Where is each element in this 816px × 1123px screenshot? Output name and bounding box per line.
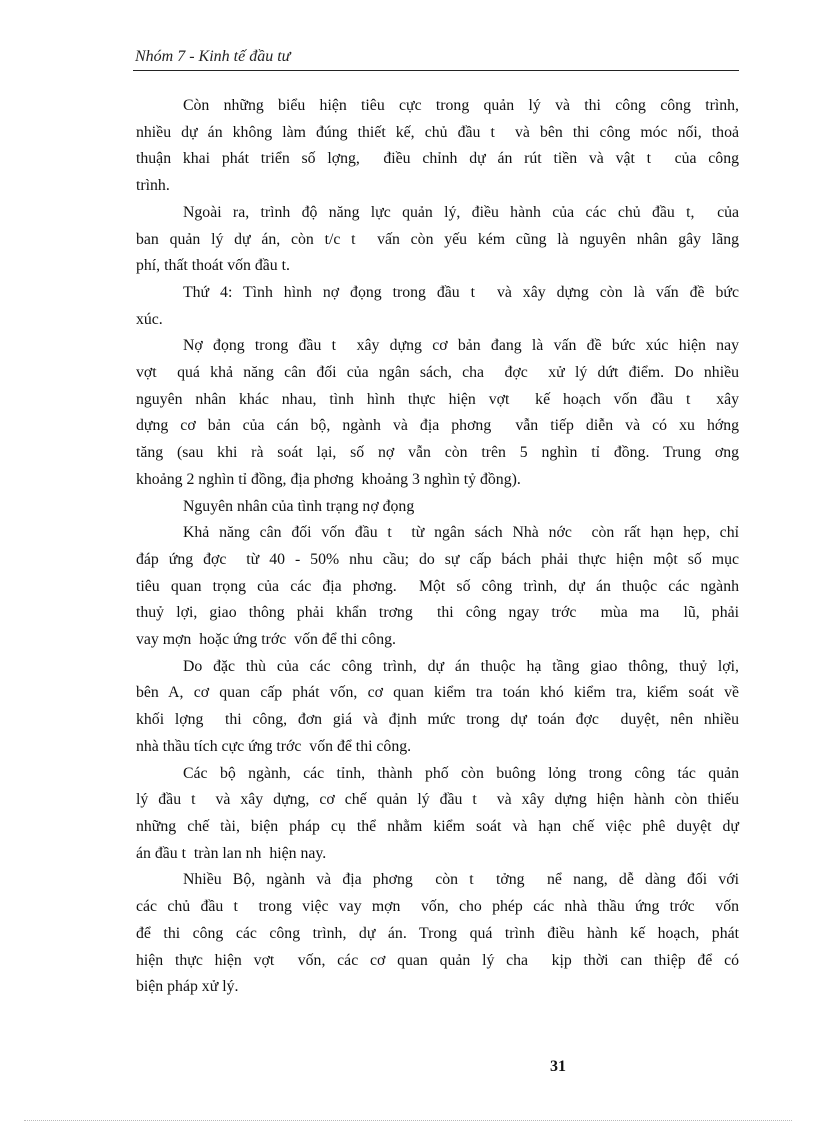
paragraph-line: vợt quá khả năng cân đối của ngân sách, cha đợc xử lý dứt điểm. Do nhiều (136, 364, 739, 382)
paragraph (136, 200, 739, 280)
paragraph-line: nhiều dự án không làm đúng thiết kế, chủ đầu t và bên thi công móc nối, thoả (136, 123, 739, 141)
paragraph-line: khối lợng thi công, đơn giá và định mức trong dự toán đợc duyệt, nên nhiều (136, 711, 739, 729)
paragraph-line: tiêu quan trọng của các địa phơng. Một số công trình, dự án thuộc các ngành (136, 577, 739, 595)
paragraph-line: phí, thất thoát vốn đầu t. (136, 257, 290, 275)
paragraph-line: khoảng 2 nghìn tỉ đồng, địa phơng khoảng 3 nghìn tỷ đồng). (136, 470, 521, 488)
paragraph-line: Còn những biểu hiện tiêu cực trong quản lý và thi công công trình, (183, 97, 739, 114)
paragraph (136, 280, 739, 333)
paragraph (136, 520, 739, 654)
page-bottom-divider (24, 1120, 792, 1121)
paragraph-line: trình. (136, 177, 170, 195)
paragraph-line: Các bộ ngành, các tỉnh, thành phố còn buông lỏng trong công tác quản (183, 764, 739, 782)
paragraph-line: dựng cơ bản của cán bộ, ngành và địa phơng vẫn tiếp diễn và có xu hớng (136, 417, 739, 435)
paragraph-line: các chủ đầu t trong việc vay mợn vốn, cho phép các nhà thầu ứng trớc vốn (136, 898, 739, 916)
paragraph-line: lý đầu t và xây dựng, cơ chế quản lý đầu t và xây dựng hiện hành còn thiếu (136, 791, 739, 809)
paragraph (136, 93, 739, 200)
header-title: Nhóm 7 - Kinh tế đầu tư (135, 48, 291, 65)
paragraph (136, 333, 739, 493)
paragraph-line: Ngoài ra, trình độ năng lực quản lý, điều hành của các chủ đầu t, của (183, 203, 739, 221)
paragraph-line: nguyên nhân khác nhau, tình hình thực hiện vợt kế hoạch vốn đầu t xây (136, 390, 739, 408)
paragraph (136, 761, 739, 868)
paragraph (136, 654, 739, 761)
paragraph-line: những chế tài, biện pháp cụ thể nhằm kiểm soát và hạn chế việc phê duyệt dự (136, 817, 739, 835)
paragraph-line: Nguyên nhân của tình trạng nợ đọng (183, 497, 415, 515)
paragraph-line: đáp ứng đợc từ 40 - 50% nhu cầu; do sự cấp bách phải thực hiện một số mục (136, 550, 739, 568)
paragraph-line: hiện thực hiện vợt vốn, các cơ quan quản lý cha kịp thời can thiệp để có (136, 951, 739, 969)
paragraph-line: Khả năng cân đối vốn đầu t từ ngân sách Nhà nớc còn rất hạn hẹp, chỉ (183, 524, 739, 542)
paragraph-line: bên A, cơ quan cấp phát vốn, cơ quan kiểm tra toán khó kiểm tra, kiểm soát về (136, 684, 739, 702)
page-header (133, 48, 739, 72)
paragraph-line: tăng (sau khi rà soát lại, số nợ vẫn còn trên 5 nghìn tỉ đồng. Trung ơng (136, 444, 739, 462)
paragraph-line: Nhiều Bộ, ngành và địa phơng còn t tởng nể nang, dễ dàng đối với (183, 871, 739, 889)
header-divider (133, 70, 739, 71)
page-number: 31 (550, 1058, 566, 1075)
paragraph-line: Nợ đọng trong đầu t xây dựng cơ bản đang là vấn đề bức xúc hiện nay (183, 337, 739, 355)
body-text (136, 93, 739, 1001)
paragraph-line: vay mợn hoặc ứng trớc vốn để thi công. (136, 631, 396, 649)
paragraph (136, 867, 739, 1001)
paragraph-line: để thi công các công trình, dự án. Trong quá trình điều hành kế hoạch, phát (136, 924, 739, 942)
paragraph-line: thuận khai phát triển số lợng, điều chỉnh dự án rút tiền và vật t của công (136, 150, 739, 168)
paragraph-line: biện pháp xử lý. (136, 978, 239, 996)
paragraph-line: Thứ 4: Tình hình nợ đọng trong đầu t và xây dựng còn là vấn đề bức (183, 283, 739, 301)
paragraph-line: nhà thầu tích cực ứng trớc vốn để thi công. (136, 737, 412, 755)
paragraph-line: thuỷ lợi, giao thông phải khẩn trơng thi công ngay trớc mùa ma lũ, phải (136, 604, 739, 622)
paragraph (136, 494, 739, 521)
paragraph-line: án đầu t tràn lan nh hiện nay. (136, 844, 327, 862)
paragraph-line: xúc. (136, 310, 163, 328)
paragraph-line: ban quản lý dự án, còn t/c t vấn còn yếu kém cũng là nguyên nhân gây lãng (136, 230, 739, 248)
paragraph-line: Do đặc thù của các công trình, dự án thuộc hạ tầng giao thông, thuỷ lợi, (183, 657, 739, 675)
